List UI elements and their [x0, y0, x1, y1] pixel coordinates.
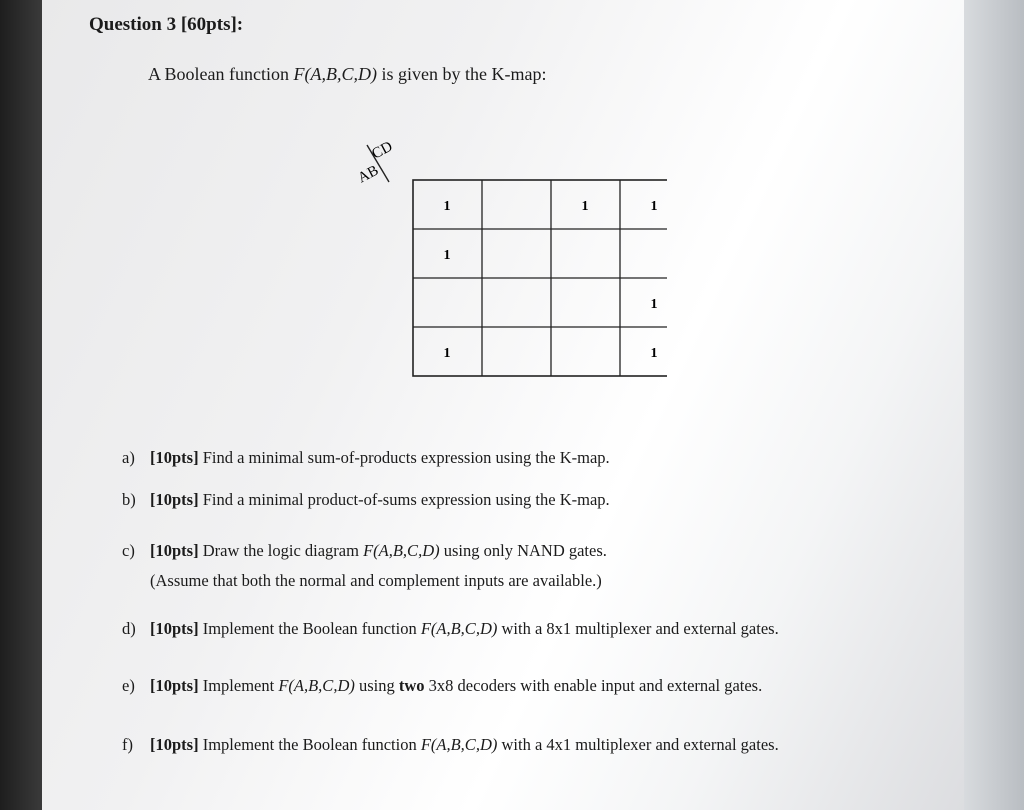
part-b-points: [10pts] [150, 490, 199, 509]
part-e-function: F(A,B,C,D) [278, 676, 355, 695]
part-f-text-after: with a 4x1 multiplexer and external gates. [497, 735, 779, 754]
part-d-function: F(A,B,C,D) [420, 619, 498, 638]
part-b [122, 490, 610, 510]
part-a [122, 448, 610, 468]
question-intro [148, 64, 546, 85]
background-left-edge [0, 0, 42, 810]
part-a-letter: a) [122, 448, 135, 467]
part-d-letter: d) [122, 619, 136, 638]
part-a-text: Find a minimal sum-of-products expression using the K-map. [198, 448, 610, 467]
function-expression: F(A,B,C,D) [293, 64, 377, 84]
part-c-text-after: using only NAND gates. [439, 541, 607, 560]
intro-suffix: is given by the K-map: [376, 64, 547, 84]
kmap-cell-value: 1 [650, 346, 658, 361]
part-e [122, 676, 762, 696]
worksheet-page [42, 0, 964, 810]
part-d-text-after: with a 8x1 multiplexer and external gates. [497, 619, 779, 638]
part-b-letter: b) [122, 490, 136, 509]
kmap-cell-value: 1 [581, 199, 589, 214]
intro-prefix: A Boolean function [148, 64, 294, 84]
kmap-cell-value: 1 [443, 248, 451, 263]
part-c-function: F(A,B,C,D) [363, 541, 440, 560]
part-f-function: F(A,B,C,D) [420, 735, 498, 754]
kmap-corner [355, 139, 395, 187]
part-c-note: (Assume that both the normal and complement inputs are available.) [150, 571, 602, 590]
part-d-points: [10pts] [150, 619, 199, 638]
part-e-points: [10pts] [150, 676, 199, 695]
part-f-text-before: Implement the Boolean function [198, 735, 421, 754]
question-title: Question 3 [60pts]: [89, 14, 244, 35]
part-f-points: [10pts] [150, 735, 199, 754]
kmap-cell-value: 1 [443, 199, 451, 214]
kmap-cell-value: 1 [650, 297, 658, 312]
background-right-edge [962, 0, 1024, 810]
kmap [307, 125, 667, 385]
part-d-text-before: Implement the Boolean function [198, 619, 421, 638]
kmap-row-vars: AB [355, 162, 382, 187]
part-d [122, 619, 779, 639]
part-e-bold-word: two [398, 676, 425, 695]
part-c [122, 541, 607, 561]
kmap-cell-value: 1 [443, 346, 451, 361]
part-f [122, 735, 779, 755]
part-a-points: [10pts] [150, 448, 199, 467]
kmap-cell-value: 1 [650, 199, 658, 214]
part-c-points: [10pts] [150, 541, 199, 560]
part-c-letter: c) [122, 541, 135, 560]
kmap-col-vars: CD [369, 138, 396, 163]
part-c-text-before: Draw the logic diagram [198, 541, 364, 560]
kmap-grid [413, 180, 667, 376]
part-e-text-before: Implement [198, 676, 279, 695]
part-b-text: Find a minimal product-of-sums expression using the K-map. [198, 490, 610, 509]
part-f-letter: f) [122, 735, 133, 754]
part-e-text-after: 3x8 decoders with enable input and external gates. [424, 676, 763, 695]
part-e-text-mid: using [354, 676, 399, 695]
part-e-letter: e) [122, 676, 135, 695]
